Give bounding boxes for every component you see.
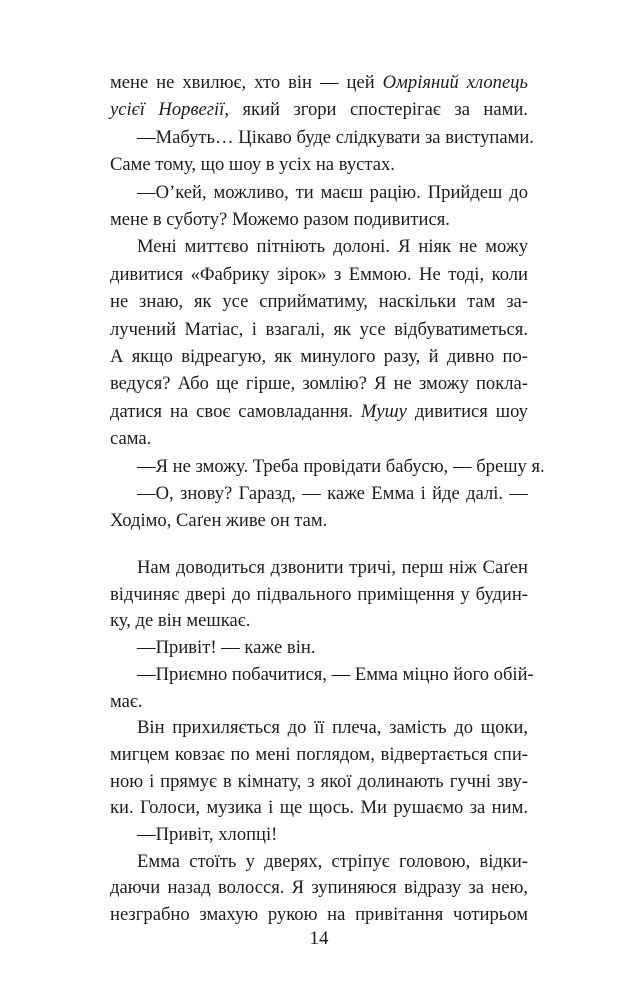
text-segment: —О’кей, можливо, ти маєш рацію. Прийдеш до <box>137 181 528 203</box>
text-segment: Ходімо, Саґен живе он там. <box>110 510 328 532</box>
text-segment: Мені миттєво пітніють долоні. Я ніяк не можу <box>137 236 528 258</box>
text-line <box>110 427 528 451</box>
text-segment: —Приємно побачитися, — Емма міцно його обій- <box>137 663 534 685</box>
text-line <box>137 556 528 580</box>
text-line <box>110 153 528 177</box>
text-line <box>110 208 528 232</box>
text-line <box>110 770 528 794</box>
text-segment: дивитися шоу <box>406 400 528 422</box>
text-segment: Він прихиляється до її плеча, замість до щоки, <box>137 717 528 739</box>
text-line <box>110 98 528 122</box>
text-segment: Емма стоїть у дверях, стріпує головою, відки- <box>137 850 528 872</box>
text-segment: —Привіт! — каже він. <box>137 637 316 659</box>
text-segment: незграбно змахую рукою на привітання чотирьом <box>110 904 528 926</box>
text-line <box>137 636 528 660</box>
text-line <box>110 318 528 342</box>
text-line <box>110 690 528 714</box>
italic-text: усієї Норвегії <box>110 99 225 121</box>
text-line <box>137 235 528 259</box>
text-line <box>110 509 528 533</box>
text-segment: Нам доводиться дзвонити тричі, перш ніж Саґен <box>137 557 528 578</box>
text-line <box>110 400 528 424</box>
text-segment: —Я не зможу. Треба провідати бабусю, — брешу я. <box>137 455 545 477</box>
text-line <box>110 372 528 396</box>
text-segment: мигцем ковзає по мені поглядом, відвертається спи- <box>110 743 528 765</box>
text-line <box>137 482 528 506</box>
text-line <box>110 903 528 927</box>
text-segment: ки. Голоси, музика і ще щось. Ми рушаємо за ним. <box>110 797 528 819</box>
text-segment: ною і прямує в кімнату, з якої долинають гучні зву- <box>110 770 528 792</box>
italic-text: Омріяний хлопець <box>382 72 528 93</box>
text-segment: мене в суботу? Можемо разом подивитися. <box>110 209 450 230</box>
text-segment: Саме тому, що шоу в усіх на вустах. <box>110 154 395 176</box>
text-segment: —Привіт, хлопці! <box>137 824 278 845</box>
text-line <box>110 796 528 820</box>
text-segment: —Мабуть… Цікаво буде слідкувати за виступами. <box>137 126 534 148</box>
text-line <box>137 663 534 687</box>
page-number: 14 <box>309 928 329 949</box>
text-segment: відчиняє двері до підвального приміщення у будин- <box>110 583 528 605</box>
text-line <box>137 455 545 479</box>
text-segment: , який згори спостерігає за нами. <box>224 99 529 121</box>
text-line <box>110 71 528 95</box>
text-line <box>110 743 528 767</box>
text-segment: ку, де він мешкає. <box>110 610 251 632</box>
text-segment: А якщо відреагую, як минулого разу, й дивно по- <box>110 346 528 367</box>
text-segment: датися на своє самовладання. <box>110 400 361 422</box>
text-line <box>137 823 528 847</box>
text-line <box>137 716 528 740</box>
text-line <box>137 181 528 205</box>
text-segment: —О, знову? Гаразд, — каже Емма і йде далі. — <box>137 483 528 504</box>
italic-text: Мушу <box>360 400 407 422</box>
text-segment: сама. <box>110 428 152 450</box>
text-segment: лучений Матіас, і взагалі, як усе відбуватиметься. <box>110 318 528 340</box>
text-line <box>110 583 528 607</box>
text-segment: дивитися «Фабрику зірок» з Еммою. Не тоді, коли <box>110 263 528 285</box>
text-segment: даючи назад волосся. Я зупиняюся відразу за нею, <box>110 877 528 899</box>
text-line <box>137 850 528 874</box>
text-segment: ведуся? Або ще гірше, зомлію? Я не зможу покла- <box>110 373 528 395</box>
text-segment: має. <box>110 690 143 712</box>
text-line <box>110 345 528 369</box>
text-line <box>137 126 534 150</box>
text-line <box>110 290 528 314</box>
text-line <box>110 263 528 287</box>
text-line <box>110 876 528 900</box>
text-line <box>110 609 528 633</box>
text-segment: мене не хвилює, хто він — цей <box>110 72 383 93</box>
text-segment: не знаю, як усе сприйматиму, наскільки там за- <box>110 291 528 313</box>
